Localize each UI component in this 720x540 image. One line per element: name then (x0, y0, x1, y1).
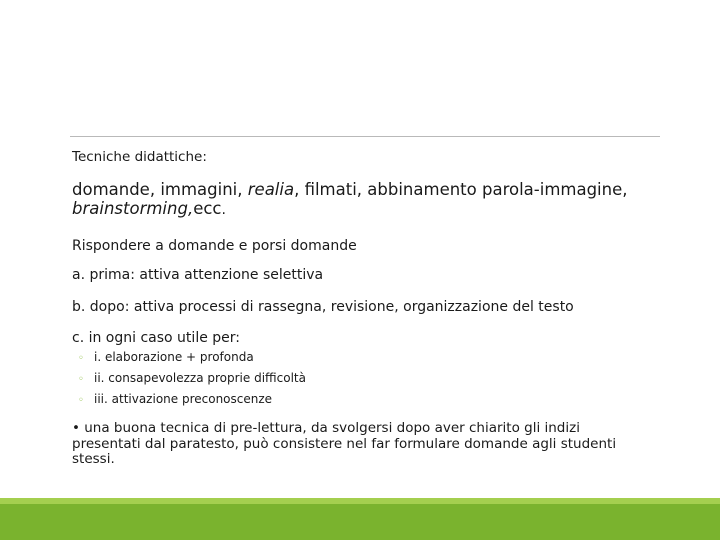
bullet-icon: ◦ (78, 353, 84, 364)
point-a: a. prima: attiva attenzione selettiva (72, 267, 324, 283)
point-c: c. in ogni caso utile per: (72, 330, 240, 346)
point-b: b. dopo: attiva processi di rassegna, revisione, organizzazione del testo (72, 299, 574, 315)
subpoint-item (78, 371, 306, 387)
techniques-text: domande, immagini, (72, 180, 248, 199)
intro-line: Rispondere a domande e porsi domande (72, 238, 357, 254)
bullet-icon: ◦ (78, 374, 84, 385)
techniques-period: . (221, 202, 226, 218)
techniques-text: , filmati, abbinamento parola-immagine, (294, 180, 628, 199)
techniques-list (72, 180, 652, 220)
section-heading: Tecniche didattiche: (72, 149, 207, 165)
subpoint-text: iii. attivazione preconoscenze (94, 392, 273, 406)
techniques-brainstorming: brainstorming, (72, 199, 194, 218)
subpoint-text: ii. consapevolezza proprie difficoltà (94, 371, 306, 385)
footer-bar (0, 504, 720, 540)
techniques-realia: realia (247, 180, 295, 199)
subpoint-item (78, 350, 254, 366)
subpoint-text: i. elaborazione + profonda (94, 350, 254, 364)
techniques-ecc: ecc (193, 199, 222, 218)
bullet-icon: ◦ (78, 395, 84, 406)
prereading-note: • una buona tecnica di pre-lettura, da svolgersi dopo aver chiarito gli indizi presentati dal paratesto, può consistere nel far formulare domande agli studenti stessi. (72, 420, 617, 467)
subpoint-item (78, 392, 272, 408)
title-divider (70, 136, 660, 137)
